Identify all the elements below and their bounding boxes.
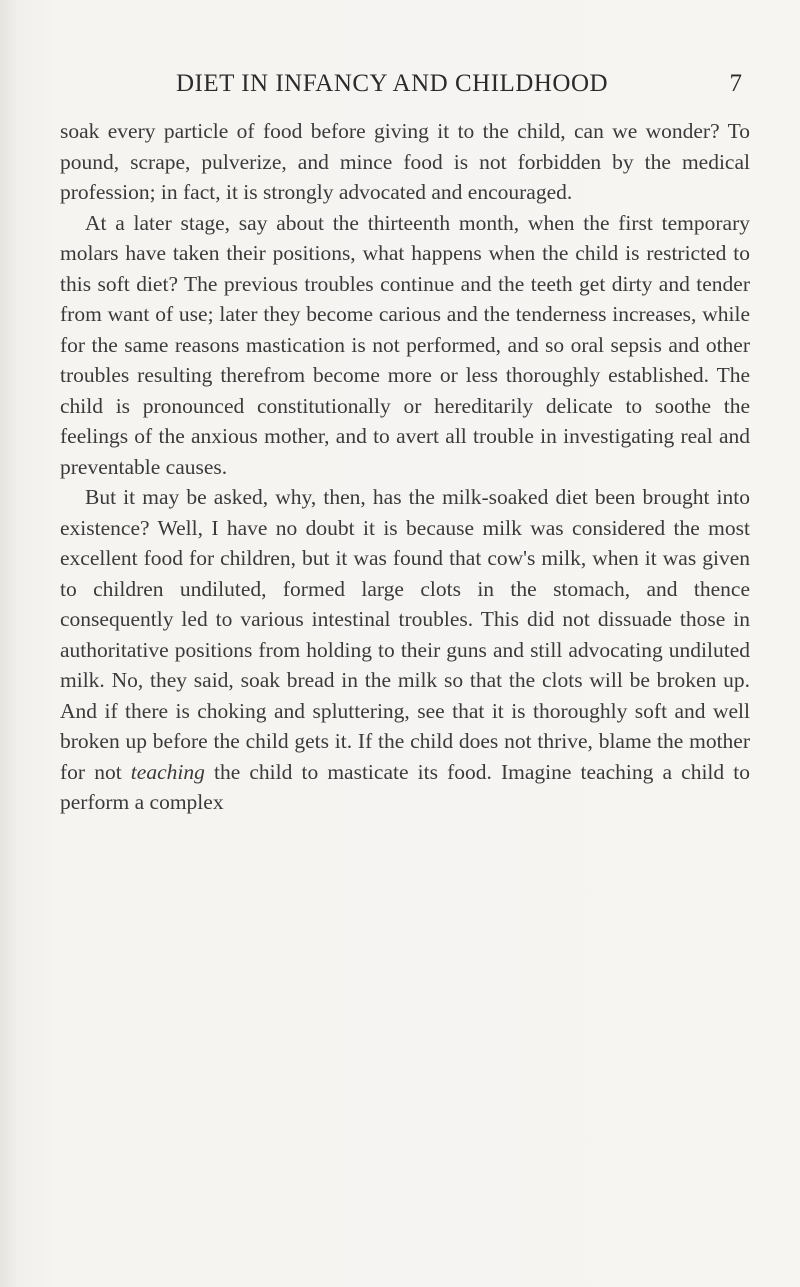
page-number: 7 xyxy=(729,70,742,97)
page-header xyxy=(60,70,750,110)
running-title: DIET IN INFANCY AND CHILDHOOD xyxy=(176,70,609,97)
paragraph xyxy=(60,482,750,818)
paragraph-text: the child to masticate its food. Imagine teaching a child to perform a complex xyxy=(60,759,750,814)
paragraph: soak every particle of food before giving it to the child, can we wonder? To pound, scrape, pulverize, and mince food is not forbidden by the medical profession; in fact, it is strongly advocated and encouraged. xyxy=(60,119,750,204)
paragraph: At a later stage, say about the thirteenth month, when the first temporary molars have taken their positions, what happens when the child is restricted to this soft diet? The previous troubles continue and the teeth get dirty and tender from want of use; later they become carious and the tenderness increases, while for the same reasons mastication is not performed, and so oral sepsis and other troubles resulting therefrom become more or less thoroughly established. The child is pronounced constitutionally or hereditarily delicate to soothe the feelings of the anxious mother, and to avert all trouble in investigating real and preventable causes. xyxy=(60,210,750,479)
emphasized-word: teaching xyxy=(130,759,205,784)
body-text xyxy=(60,116,750,818)
paragraph-text: But it may be asked, why, then, has the milk-soaked diet been brought into existence? Well, I have no doubt it is because milk was considered the most excellent food for children, but it was found that cow's milk, when it was given to children undiluted, formed large clots in the stomach, and thence consequently led to various intestinal troubles. This did not dissuade those in authoritative positions from holding to their guns and still advocating undiluted milk. No, they said, soak bread in the milk so that the clots will be broken up. And if there is choking and spluttering, see that it is thoroughly soft and well broken up before the child gets it. If the child does not thrive, blame the mother for not xyxy=(60,485,750,784)
